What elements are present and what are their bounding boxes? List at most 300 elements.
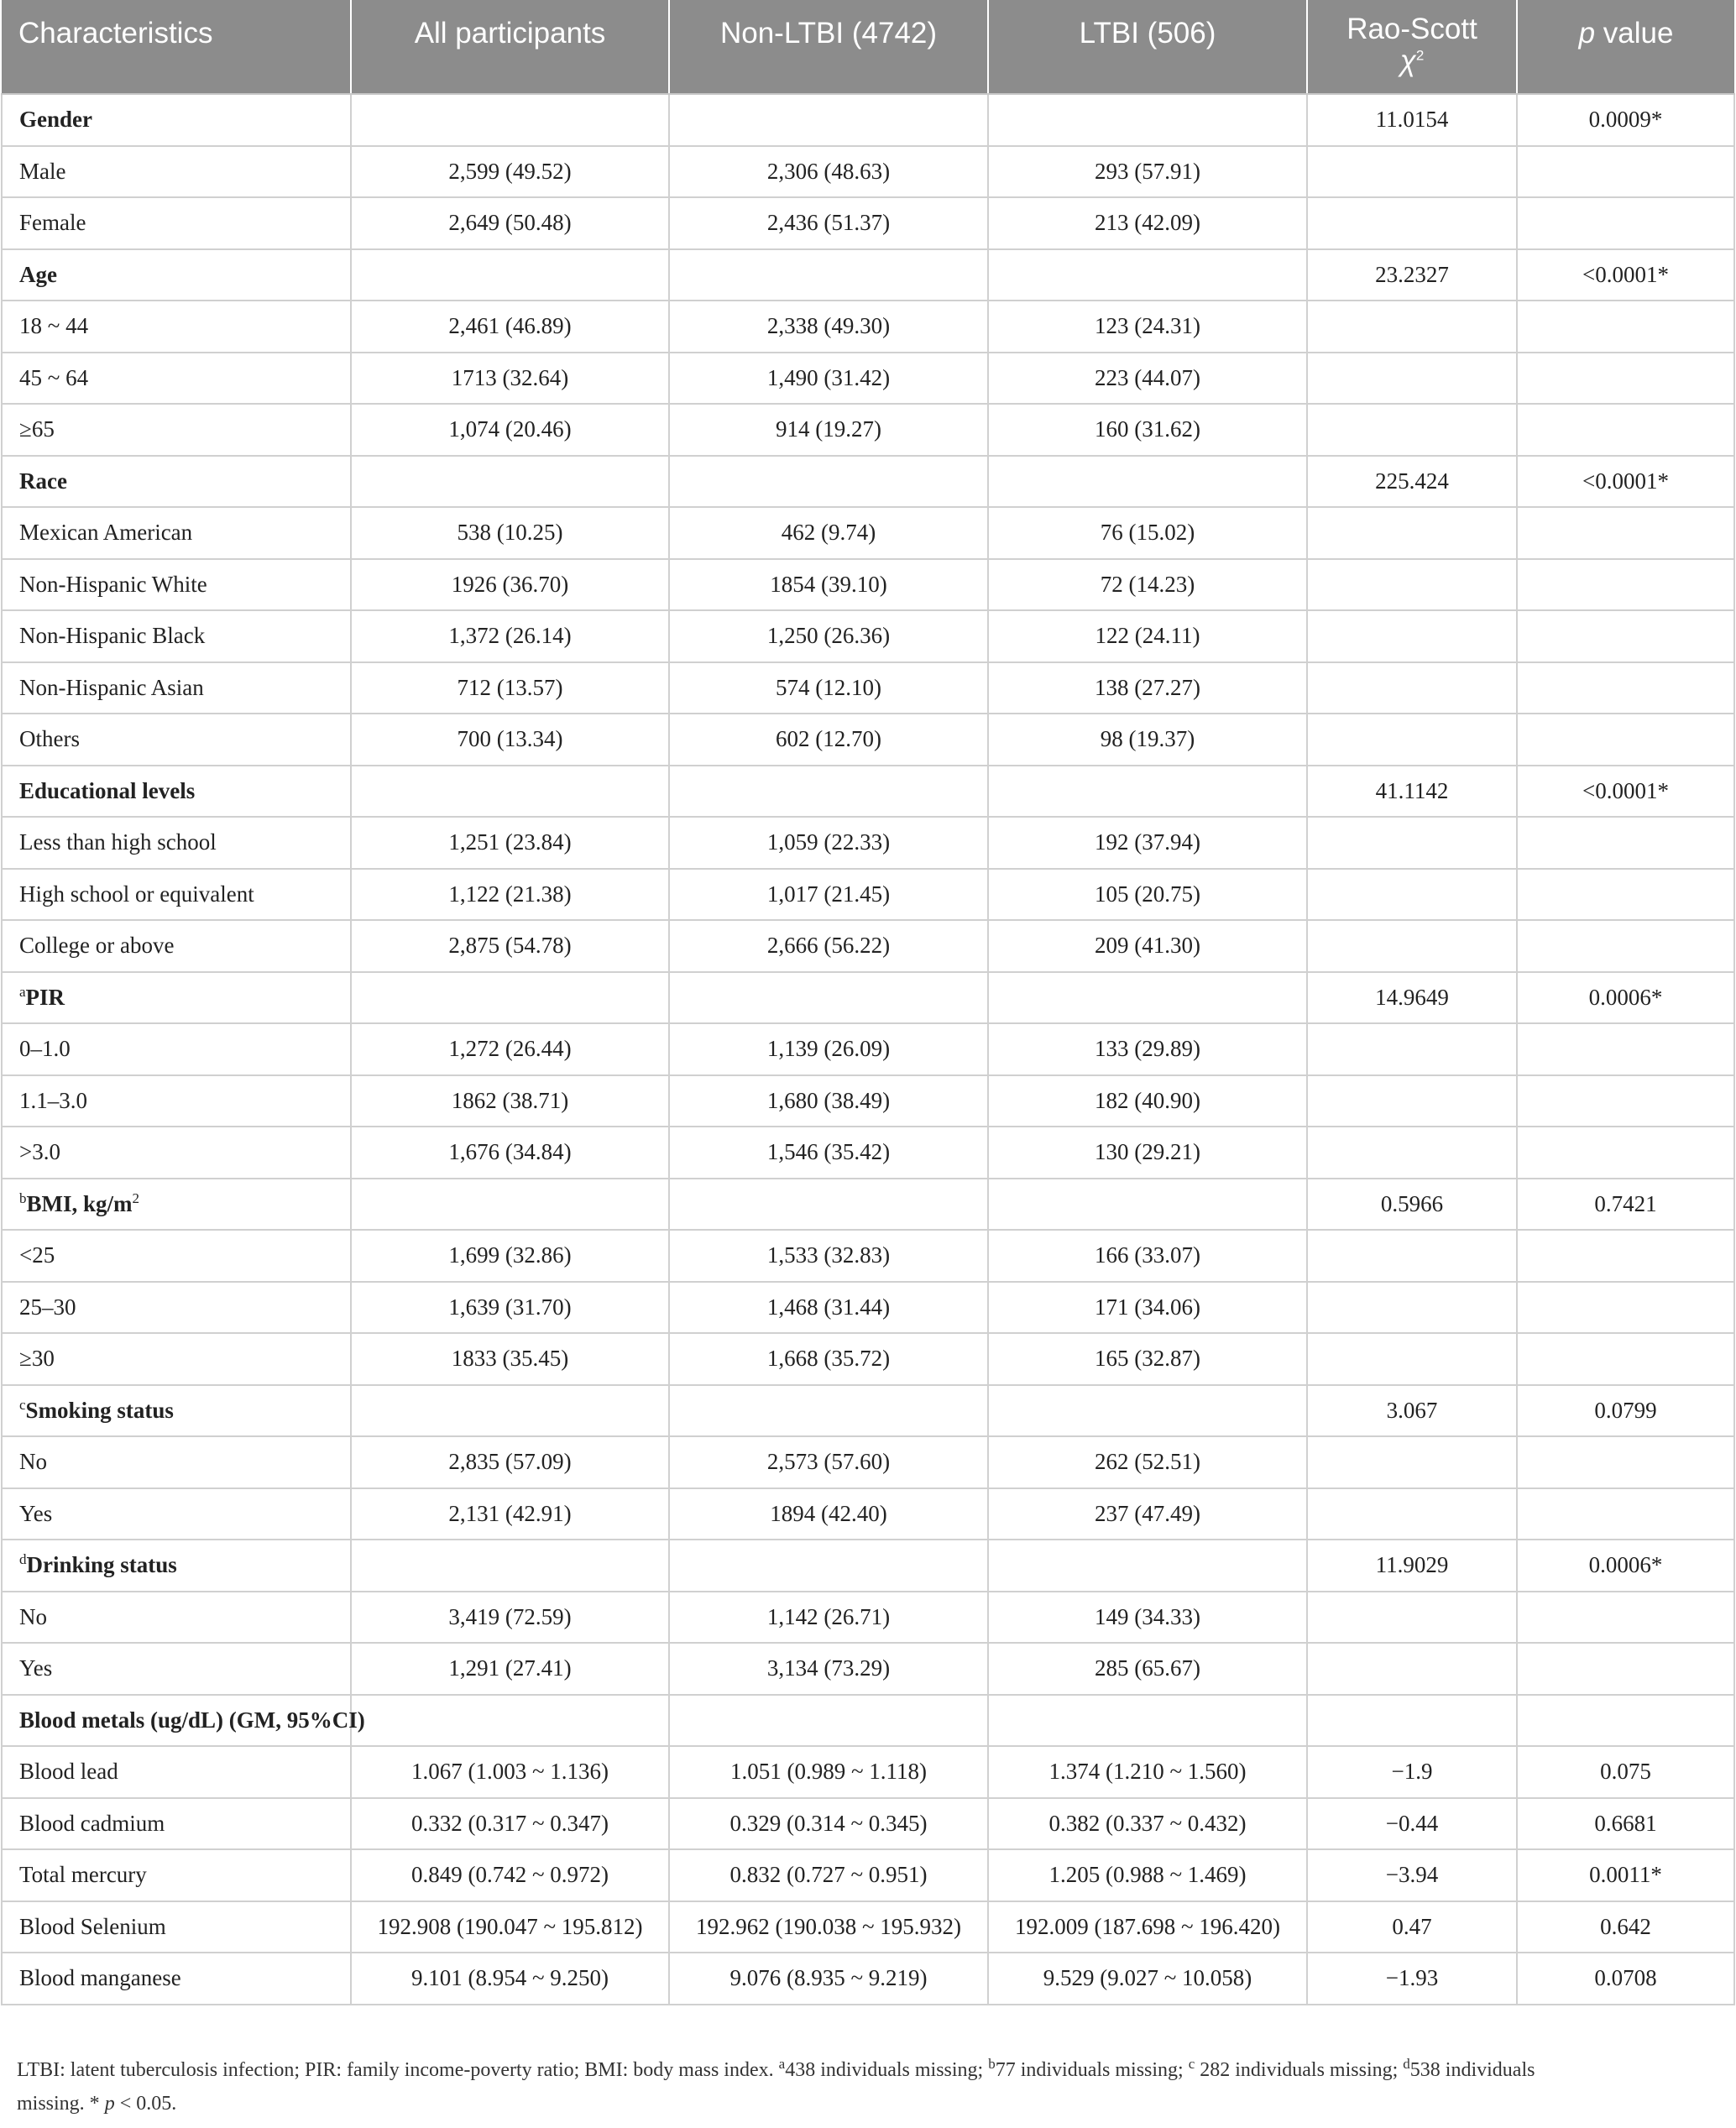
footnote-sup-a: a — [778, 2056, 786, 2072]
table-section-row — [2, 94, 1734, 146]
non-ltbi-cell: 2,338 (49.30) — [669, 301, 988, 353]
all-participants-cell: 1862 (38.71) — [351, 1075, 669, 1127]
all-participants-cell: 2,875 (54.78) — [351, 920, 669, 972]
all-participants-cell — [351, 249, 669, 301]
all-participants-cell: 0.849 (0.742 ~ 0.972) — [351, 1849, 669, 1901]
row-label-text: Age — [19, 261, 57, 287]
p-value-cell: 0.0009* — [1517, 94, 1734, 146]
table-body — [2, 94, 1734, 2005]
row-label — [2, 1488, 351, 1540]
rao-scott-cell — [1307, 301, 1517, 353]
ltbi-cell — [988, 1385, 1307, 1437]
ltbi-cell: 149 (34.33) — [988, 1592, 1307, 1644]
ltbi-cell — [988, 456, 1307, 508]
rao-scott-cell — [1307, 1127, 1517, 1179]
row-label — [2, 610, 351, 662]
p-value-cell: 0.0006* — [1517, 972, 1734, 1024]
table-row — [2, 301, 1734, 353]
ltbi-cell: 105 (20.75) — [988, 869, 1307, 921]
row-label — [2, 353, 351, 405]
row-label — [2, 766, 351, 818]
footnote-text-a: 438 individuals missing; — [785, 2059, 989, 2081]
rao-scott-cell: 225.424 — [1307, 456, 1517, 508]
table-section-row — [2, 972, 1734, 1024]
row-label-text: Yes — [19, 1655, 53, 1681]
p-value-cell: 0.0708 — [1517, 1953, 1734, 2005]
all-participants-cell: 0.332 (0.317 ~ 0.347) — [351, 1798, 669, 1850]
row-label-text: 0–1.0 — [19, 1036, 71, 1062]
row-label — [2, 197, 351, 249]
table-row — [2, 353, 1734, 405]
rao-scott-cell: −1.93 — [1307, 1953, 1517, 2005]
row-label-text: Smoking status — [25, 1397, 174, 1423]
p-value-cell: 0.642 — [1517, 1901, 1734, 1953]
row-label — [2, 456, 351, 508]
row-label-text: Blood manganese — [19, 1965, 181, 1991]
non-ltbi-cell: 2,666 (56.22) — [669, 920, 988, 972]
header-non-ltbi: Non-LTBI (4742) — [669, 0, 988, 94]
non-ltbi-cell — [669, 456, 988, 508]
table-row — [2, 610, 1734, 662]
all-participants-cell — [351, 1385, 669, 1437]
p-value-cell: <0.0001* — [1517, 249, 1734, 301]
header-all-participants: All participants — [351, 0, 669, 94]
p-value-cell: 0.6681 — [1517, 1798, 1734, 1850]
rao-scott-cell — [1307, 1282, 1517, 1334]
rao-scott-cell — [1307, 1333, 1517, 1385]
table-section-row — [2, 1385, 1734, 1437]
ltbi-cell: 262 (52.51) — [988, 1436, 1307, 1488]
non-ltbi-cell: 192.962 (190.038 ~ 195.932) — [669, 1901, 988, 1953]
p-value-cell — [1517, 353, 1734, 405]
p-value-cell — [1517, 197, 1734, 249]
row-label-text: 25–30 — [19, 1294, 76, 1320]
table-row — [2, 1901, 1734, 1953]
ltbi-cell: 182 (40.90) — [988, 1075, 1307, 1127]
row-label-text: Others — [19, 726, 80, 752]
header-chi-symbol: χ — [1399, 44, 1416, 77]
row-label — [2, 662, 351, 714]
row-label — [2, 1695, 365, 1747]
row-label-text: Yes — [19, 1500, 53, 1526]
header-p-value — [1517, 0, 1734, 94]
ltbi-cell: 166 (33.07) — [988, 1230, 1307, 1282]
all-participants-cell: 1,122 (21.38) — [351, 869, 669, 921]
footnote-line2-start: missing. * — [17, 2093, 105, 2115]
non-ltbi-cell — [669, 972, 988, 1024]
table-row — [2, 1643, 1734, 1695]
table-section-row — [2, 249, 1734, 301]
non-ltbi-cell: 1,680 (38.49) — [669, 1075, 988, 1127]
rao-scott-cell — [1307, 1075, 1517, 1127]
p-value-cell — [1517, 714, 1734, 766]
p-value-cell — [1517, 146, 1734, 198]
table-section-row — [2, 766, 1734, 818]
all-participants-cell: 1926 (36.70) — [351, 559, 669, 611]
footnote-sup-d: d — [1403, 2056, 1410, 2072]
row-label-text: PIR — [25, 984, 65, 1010]
ltbi-cell: 133 (29.89) — [988, 1023, 1307, 1075]
ltbi-cell — [988, 94, 1307, 146]
p-value-cell: 0.0006* — [1517, 1540, 1734, 1592]
rao-scott-cell: 0.47 — [1307, 1901, 1517, 1953]
row-label-text: Non-Hispanic Asian — [19, 674, 204, 700]
all-participants-cell: 1.067 (1.003 ~ 1.136) — [351, 1746, 669, 1798]
row-label-text: College or above — [19, 933, 175, 959]
rao-scott-cell — [1307, 817, 1517, 869]
all-participants-cell — [351, 766, 669, 818]
table-row — [2, 1333, 1734, 1385]
row-label — [2, 869, 351, 921]
table-row — [2, 714, 1734, 766]
header-ltbi: LTBI (506) — [988, 0, 1307, 94]
rao-scott-cell — [1307, 559, 1517, 611]
all-participants-cell: 1,074 (20.46) — [351, 404, 669, 456]
row-label — [2, 1179, 351, 1231]
table-row — [2, 1075, 1734, 1127]
ltbi-cell: 1.374 (1.210 ~ 1.560) — [988, 1746, 1307, 1798]
all-participants-cell — [351, 1179, 669, 1231]
ltbi-cell: 1.205 (0.988 ~ 1.469) — [988, 1849, 1307, 1901]
rao-scott-cell — [1307, 353, 1517, 405]
ltbi-cell: 165 (32.87) — [988, 1333, 1307, 1385]
row-label-text: 18 ~ 44 — [19, 313, 89, 339]
p-value-cell — [1517, 1695, 1734, 1747]
all-participants-cell: 2,599 (49.52) — [351, 146, 669, 198]
ltbi-cell — [988, 1540, 1307, 1592]
footnote-line2-end: < 0.05. — [114, 2093, 177, 2115]
ltbi-cell: 192 (37.94) — [988, 817, 1307, 869]
non-ltbi-cell: 1,250 (26.36) — [669, 610, 988, 662]
p-value-cell — [1517, 1023, 1734, 1075]
row-label-text: Gender — [19, 107, 92, 133]
footnote-text: LTBI: latent tuberculosis infection; PIR: family income-poverty ratio; BMI: body mass index. — [17, 2059, 779, 2081]
rao-scott-cell: −1.9 — [1307, 1746, 1517, 1798]
ltbi-cell: 76 (15.02) — [988, 507, 1307, 559]
table-footnote — [17, 2053, 1712, 2120]
non-ltbi-cell: 9.076 (8.935 ~ 9.219) — [669, 1953, 988, 2005]
table-row — [2, 1798, 1734, 1850]
rao-scott-cell — [1307, 662, 1517, 714]
p-value-cell: 0.0799 — [1517, 1385, 1734, 1437]
ltbi-cell: 209 (41.30) — [988, 920, 1307, 972]
row-label — [2, 1592, 351, 1644]
row-label-footnote-marker: a — [19, 983, 26, 1000]
table-row — [2, 920, 1734, 972]
all-participants-cell: 2,461 (46.89) — [351, 301, 669, 353]
ltbi-cell: 293 (57.91) — [988, 146, 1307, 198]
non-ltbi-cell: 1,142 (26.71) — [669, 1592, 988, 1644]
rao-scott-cell — [1307, 920, 1517, 972]
row-label-text: Non-Hispanic White — [19, 571, 207, 597]
table-row — [2, 1282, 1734, 1334]
table-row — [2, 1592, 1734, 1644]
rao-scott-cell: 11.0154 — [1307, 94, 1517, 146]
non-ltbi-cell: 1854 (39.10) — [669, 559, 988, 611]
footnote-text-b: 77 individuals missing; — [995, 2059, 1189, 2081]
row-label — [2, 94, 351, 146]
ltbi-cell — [988, 1179, 1307, 1231]
row-label-text: Male — [19, 158, 66, 184]
p-value-cell — [1517, 1075, 1734, 1127]
ltbi-cell: 213 (42.09) — [988, 197, 1307, 249]
table-row — [2, 1746, 1734, 1798]
row-label-footnote-marker: b — [19, 1189, 27, 1206]
p-value-cell — [1517, 1592, 1734, 1644]
row-label — [2, 1643, 351, 1695]
all-participants-cell: 1713 (32.64) — [351, 353, 669, 405]
row-label — [2, 146, 351, 198]
non-ltbi-cell — [669, 1385, 988, 1437]
rao-scott-cell — [1307, 1488, 1517, 1540]
non-ltbi-cell: 1,017 (21.45) — [669, 869, 988, 921]
non-ltbi-cell: 1,139 (26.09) — [669, 1023, 988, 1075]
non-ltbi-cell: 2,306 (48.63) — [669, 146, 988, 198]
table-row — [2, 869, 1734, 921]
ltbi-cell: 192.009 (187.698 ~ 196.420) — [988, 1901, 1307, 1953]
row-label-text: No — [19, 1449, 47, 1475]
non-ltbi-cell: 1,468 (31.44) — [669, 1282, 988, 1334]
all-participants-cell: 2,131 (42.91) — [351, 1488, 669, 1540]
p-value-cell — [1517, 301, 1734, 353]
row-label — [2, 972, 351, 1024]
ltbi-cell — [988, 249, 1307, 301]
all-participants-cell: 2,835 (57.09) — [351, 1436, 669, 1488]
rao-scott-cell — [1307, 1023, 1517, 1075]
non-ltbi-cell: 1,533 (32.83) — [669, 1230, 988, 1282]
header-row — [2, 0, 1734, 94]
non-ltbi-cell — [669, 1179, 988, 1231]
ltbi-cell: 285 (65.67) — [988, 1643, 1307, 1695]
header-p-rest: value — [1595, 17, 1674, 50]
non-ltbi-cell: 3,134 (73.29) — [669, 1643, 988, 1695]
rao-scott-cell: 41.1142 — [1307, 766, 1517, 818]
row-label — [2, 1023, 351, 1075]
row-label — [2, 1230, 351, 1282]
non-ltbi-cell: 1,546 (35.42) — [669, 1127, 988, 1179]
p-value-cell — [1517, 1230, 1734, 1282]
rao-scott-cell: 0.5966 — [1307, 1179, 1517, 1231]
rao-scott-cell: 3.067 — [1307, 1385, 1517, 1437]
non-ltbi-cell — [669, 249, 988, 301]
all-participants-cell — [351, 94, 669, 146]
row-label-text: Less than high school — [19, 829, 217, 855]
row-label — [2, 404, 351, 456]
footnote-text-d: 538 individuals — [1409, 2059, 1535, 2081]
row-label — [2, 714, 351, 766]
row-label-text: Female — [19, 210, 86, 236]
row-label — [2, 1075, 351, 1127]
p-value-cell — [1517, 662, 1734, 714]
all-participants-cell: 9.101 (8.954 ~ 9.250) — [351, 1953, 669, 2005]
non-ltbi-cell — [669, 766, 988, 818]
rao-scott-cell — [1307, 1643, 1517, 1695]
row-label — [2, 1282, 351, 1334]
row-label — [2, 1901, 351, 1953]
table-section-row — [2, 1540, 1734, 1592]
row-label-text: 1.1–3.0 — [19, 1087, 87, 1113]
ltbi-cell — [988, 972, 1307, 1024]
ltbi-cell: 130 (29.21) — [988, 1127, 1307, 1179]
all-participants-cell: 192.908 (190.047 ~ 195.812) — [351, 1901, 669, 1953]
ltbi-cell — [988, 1695, 1307, 1747]
row-label — [2, 1849, 351, 1901]
row-label — [2, 1798, 351, 1850]
p-value-cell — [1517, 559, 1734, 611]
header-characteristics: Characteristics — [2, 0, 351, 94]
row-label-text: High school or equivalent — [19, 881, 254, 907]
row-label — [2, 920, 351, 972]
rao-scott-cell: 23.2327 — [1307, 249, 1517, 301]
table-row — [2, 197, 1734, 249]
row-label — [2, 1540, 351, 1592]
ltbi-cell: 9.529 (9.027 ~ 10.058) — [988, 1953, 1307, 2005]
row-label — [2, 1953, 351, 2005]
p-value-cell — [1517, 1127, 1734, 1179]
row-label — [2, 1127, 351, 1179]
row-label — [2, 249, 351, 301]
row-label-text: Blood cadmium — [19, 1810, 165, 1836]
non-ltbi-cell — [669, 1540, 988, 1592]
all-participants-cell: 712 (13.57) — [351, 662, 669, 714]
table-section-row — [2, 456, 1734, 508]
footnote-sup-b: b — [988, 2056, 996, 2072]
rao-scott-cell — [1307, 507, 1517, 559]
non-ltbi-cell: 1,490 (31.42) — [669, 353, 988, 405]
rao-scott-cell — [1307, 869, 1517, 921]
non-ltbi-cell: 914 (19.27) — [669, 404, 988, 456]
non-ltbi-cell: 462 (9.74) — [669, 507, 988, 559]
table-row — [2, 662, 1734, 714]
all-participants-cell: 1,291 (27.41) — [351, 1643, 669, 1695]
p-value-cell — [1517, 404, 1734, 456]
p-value-cell — [1517, 1488, 1734, 1540]
rao-scott-cell: 11.9029 — [1307, 1540, 1517, 1592]
header-rao-scott-line1: Rao-Scott — [1346, 13, 1477, 45]
table-section-row — [2, 1179, 1734, 1231]
ltbi-cell: 138 (27.27) — [988, 662, 1307, 714]
all-participants-cell: 1,699 (32.86) — [351, 1230, 669, 1282]
row-label-text: >3.0 — [19, 1139, 60, 1165]
p-value-cell — [1517, 610, 1734, 662]
row-label — [2, 1333, 351, 1385]
ltbi-cell — [988, 766, 1307, 818]
table-row — [2, 1488, 1734, 1540]
table-section-row — [2, 1695, 1734, 1747]
non-ltbi-cell: 0.832 (0.727 ~ 0.951) — [669, 1849, 988, 1901]
row-label-text: Blood lead — [19, 1759, 118, 1785]
all-participants-cell: 1,639 (31.70) — [351, 1282, 669, 1334]
table-row — [2, 559, 1734, 611]
ltbi-cell: 237 (47.49) — [988, 1488, 1307, 1540]
rao-scott-cell — [1307, 1230, 1517, 1282]
all-participants-cell: 2,649 (50.48) — [351, 197, 669, 249]
ltbi-cell: 72 (14.23) — [988, 559, 1307, 611]
all-participants-cell: 1833 (35.45) — [351, 1333, 669, 1385]
p-value-cell: 0.7421 — [1517, 1179, 1734, 1231]
all-participants-cell: 700 (13.34) — [351, 714, 669, 766]
row-label-text: Blood metals (ug/dL) (GM, 95%CI) — [19, 1707, 365, 1733]
row-label-text: <25 — [19, 1242, 55, 1268]
footnote-sup-c: c — [1188, 2056, 1195, 2072]
ltbi-cell: 0.382 (0.337 ~ 0.432) — [988, 1798, 1307, 1850]
row-label-text: Total mercury — [19, 1862, 147, 1888]
p-value-cell — [1517, 920, 1734, 972]
rao-scott-cell — [1307, 197, 1517, 249]
rao-scott-cell — [1307, 1592, 1517, 1644]
all-participants-cell: 1,251 (23.84) — [351, 817, 669, 869]
all-participants-cell: 1,676 (34.84) — [351, 1127, 669, 1179]
all-participants-cell: 538 (10.25) — [351, 507, 669, 559]
row-label-text: ≥65 — [19, 416, 55, 442]
all-participants-cell: 1,372 (26.14) — [351, 610, 669, 662]
non-ltbi-cell: 1.051 (0.989 ~ 1.118) — [669, 1746, 988, 1798]
row-label-text: Blood Selenium — [19, 1913, 166, 1939]
all-participants-cell — [351, 1695, 669, 1747]
rao-scott-cell — [1307, 1695, 1517, 1747]
row-label — [2, 1385, 351, 1437]
all-participants-cell — [351, 1540, 669, 1592]
p-value-cell — [1517, 869, 1734, 921]
row-label-text: Mexican American — [19, 520, 193, 546]
table-row — [2, 146, 1734, 198]
footnote-p-italic: p — [104, 2093, 115, 2115]
row-label-text: Drinking status — [26, 1552, 177, 1578]
p-value-cell — [1517, 817, 1734, 869]
rao-scott-cell — [1307, 610, 1517, 662]
p-value-cell — [1517, 507, 1734, 559]
non-ltbi-cell: 602 (12.70) — [669, 714, 988, 766]
rao-scott-cell — [1307, 146, 1517, 198]
all-participants-cell — [351, 456, 669, 508]
table-row — [2, 1953, 1734, 2005]
table-row — [2, 1023, 1734, 1075]
p-value-cell: 0.075 — [1517, 1746, 1734, 1798]
ltbi-cell: 171 (34.06) — [988, 1282, 1307, 1334]
p-value-cell: <0.0001* — [1517, 766, 1734, 818]
header-p-italic: p — [1578, 17, 1596, 50]
row-label — [2, 507, 351, 559]
row-label — [2, 1746, 351, 1798]
non-ltbi-cell: 1,668 (35.72) — [669, 1333, 988, 1385]
row-label-text: BMI, kg/m — [26, 1190, 133, 1216]
non-ltbi-cell: 1894 (42.40) — [669, 1488, 988, 1540]
row-label — [2, 301, 351, 353]
rao-scott-cell — [1307, 1436, 1517, 1488]
p-value-cell — [1517, 1282, 1734, 1334]
row-label — [2, 1436, 351, 1488]
table-row — [2, 1849, 1734, 1901]
table-row — [2, 1436, 1734, 1488]
row-label-text: Non-Hispanic Black — [19, 623, 206, 649]
row-label — [2, 559, 351, 611]
ltbi-cell: 160 (31.62) — [988, 404, 1307, 456]
row-label-footnote-marker: d — [19, 1551, 27, 1568]
ltbi-cell: 98 (19.37) — [988, 714, 1307, 766]
non-ltbi-cell: 2,436 (51.37) — [669, 197, 988, 249]
header-rao-scott — [1307, 0, 1517, 94]
row-label-text: Educational levels — [19, 777, 196, 803]
all-participants-cell — [351, 972, 669, 1024]
ltbi-cell: 223 (44.07) — [988, 353, 1307, 405]
non-ltbi-cell: 2,573 (57.60) — [669, 1436, 988, 1488]
row-label-text: No — [19, 1603, 47, 1629]
p-value-cell — [1517, 1333, 1734, 1385]
p-value-cell — [1517, 1643, 1734, 1695]
rao-scott-cell: −3.94 — [1307, 1849, 1517, 1901]
all-participants-cell: 3,419 (72.59) — [351, 1592, 669, 1644]
table-row — [2, 817, 1734, 869]
